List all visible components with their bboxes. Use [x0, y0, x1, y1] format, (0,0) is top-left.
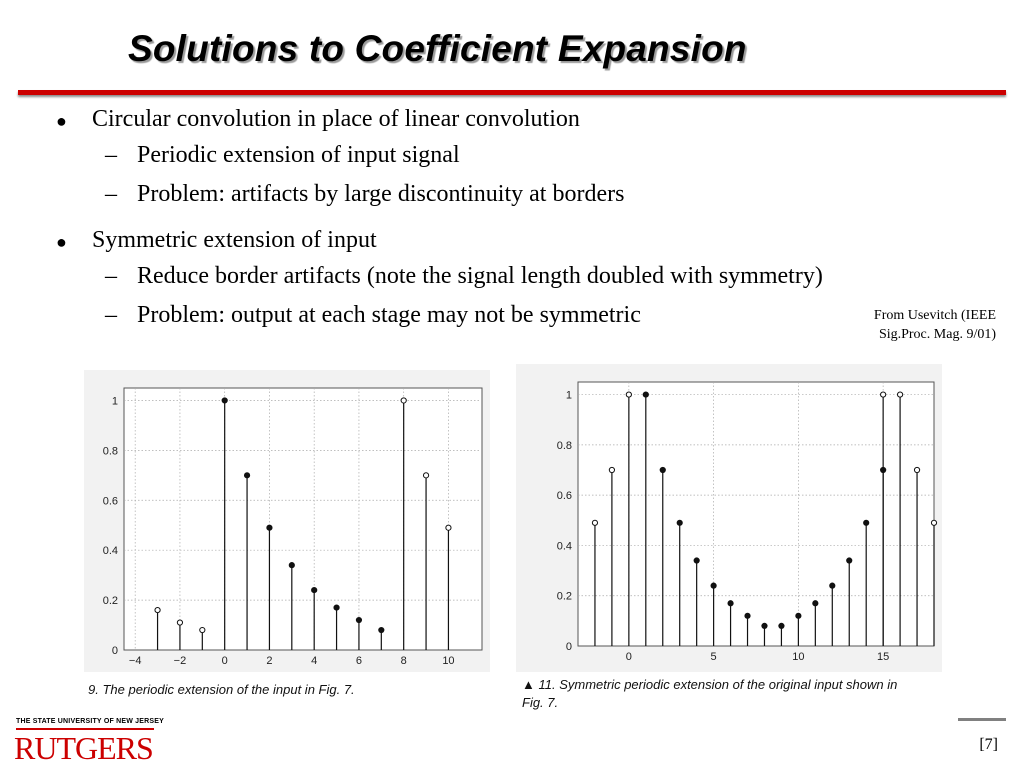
stem-marker-filled — [267, 525, 272, 530]
x-tick-label: 0 — [221, 655, 228, 667]
stem-marker-filled — [847, 558, 852, 563]
source-citation: From Usevitch (IEEE Sig.Proc. Mag. 9/01) — [873, 308, 996, 342]
page-number: [7] — [979, 736, 998, 753]
x-tick-label: 4 — [311, 655, 318, 667]
dash-icon: – — [105, 181, 117, 207]
stem-marker-open — [200, 627, 205, 632]
footer-divider — [958, 718, 1006, 721]
stem-marker-filled — [813, 601, 818, 606]
x-tick-label: 8 — [400, 655, 407, 667]
sub-bullet-text: Reduce border artifacts (note the signal length doubled with symmetry) — [137, 263, 823, 289]
stem-marker-open — [914, 467, 919, 472]
y-tick-label: 0.4 — [556, 540, 572, 553]
stem-marker-filled — [660, 467, 665, 472]
bullet-item — [56, 106, 580, 133]
y-tick-label: 0.2 — [556, 590, 572, 603]
logo-university-line: THE STATE UNIVERSITY OF NEW JERSEY — [16, 718, 164, 725]
stem-plot-periodic — [84, 370, 490, 672]
stem-marker-open — [446, 525, 451, 530]
stem-marker-open — [897, 392, 902, 397]
stem-marker-filled — [728, 601, 733, 606]
rutgers-logo — [14, 718, 164, 766]
stem-marker-filled — [694, 558, 699, 563]
sub-bullet-item — [105, 142, 460, 169]
x-tick-label: 2 — [266, 655, 273, 667]
stem-marker-filled — [379, 627, 384, 632]
y-tick-label: 1 — [111, 395, 118, 408]
stem-marker-filled — [289, 563, 294, 568]
sub-bullet-text: Periodic extension of input signal — [137, 142, 460, 168]
stem-marker-filled — [745, 613, 750, 618]
bullet-text: Symmetric extension of input — [92, 227, 377, 253]
x-tick-label: 5 — [710, 651, 717, 663]
plot-area — [578, 382, 934, 646]
stem-marker-filled — [830, 583, 835, 588]
stem-marker-filled — [244, 473, 249, 478]
stem-marker-filled — [796, 613, 801, 618]
sub-bullet-text: Problem: output at each stage may not be symmetric — [137, 302, 641, 328]
stem-marker-filled — [643, 392, 648, 397]
y-tick-label: 0 — [565, 641, 572, 653]
stem-marker-filled — [677, 520, 682, 525]
figure-caption-symmetric: ▲ 11. Symmetric periodic extension of the original input shown in Fig. 7. — [522, 677, 898, 710]
sub-bullet-item — [105, 181, 625, 208]
stem-marker-filled — [222, 398, 227, 403]
y-tick-label: 0.8 — [556, 439, 572, 452]
figure-symmetric-extension — [516, 364, 942, 672]
stem-marker-filled — [334, 605, 339, 610]
bullet-text: Circular convolution in place of linear convolution — [92, 106, 580, 132]
stem-marker-filled — [779, 623, 784, 628]
stem-marker-open — [423, 473, 428, 478]
stem-plot-symmetric — [516, 364, 942, 672]
stem-marker-filled — [864, 520, 869, 525]
stem-marker-open — [155, 607, 160, 612]
y-tick-label: 0.8 — [102, 445, 118, 458]
x-tick-label: 6 — [355, 655, 362, 667]
stem-marker-filled — [762, 623, 767, 628]
y-tick-label: 0.6 — [102, 495, 118, 508]
title-divider — [18, 90, 1006, 95]
x-tick-label: 10 — [442, 655, 455, 667]
y-tick-label: 0.2 — [102, 595, 118, 608]
stem-marker-open — [931, 520, 936, 525]
bullet-item — [56, 227, 377, 254]
stem-marker-filled — [312, 588, 317, 593]
sub-bullet-item — [105, 263, 823, 290]
bullet-dot-icon: ● — [56, 111, 67, 131]
x-tick-label: −2 — [173, 655, 187, 667]
stem-marker-open — [626, 392, 631, 397]
figure-caption-periodic: 9. The periodic extension of the input in Fig. 7. — [88, 682, 355, 697]
stem-marker-open — [592, 520, 597, 525]
y-tick-label: 0.6 — [556, 490, 572, 503]
figure-periodic-extension — [84, 370, 490, 672]
stem-marker-open — [177, 620, 182, 625]
y-tick-label: 1 — [565, 389, 572, 402]
stem-marker-filled — [711, 583, 716, 588]
bullet-dot-icon: ● — [56, 232, 67, 252]
slide-title: Solutions to Coefficient Expansion — [128, 28, 747, 69]
plot-area — [124, 388, 482, 650]
x-tick-label: 0 — [625, 651, 632, 663]
y-tick-label: 0.4 — [102, 545, 118, 558]
stem-marker-open — [881, 392, 886, 397]
sub-bullet-text: Problem: artifacts by large discontinuity at borders — [137, 181, 625, 207]
dash-icon: – — [105, 142, 117, 168]
sub-bullet-item — [105, 302, 641, 329]
dash-icon: – — [105, 302, 117, 328]
stem-marker-open — [401, 398, 406, 403]
stem-marker-open — [609, 467, 614, 472]
y-tick-label: 0 — [111, 645, 118, 657]
x-tick-label: 15 — [877, 651, 890, 663]
dash-icon: – — [105, 263, 117, 289]
stem-marker-filled — [356, 617, 361, 622]
x-tick-label: −4 — [128, 655, 142, 667]
x-tick-label: 10 — [792, 651, 805, 663]
logo-name: RUTGERS — [14, 730, 153, 766]
